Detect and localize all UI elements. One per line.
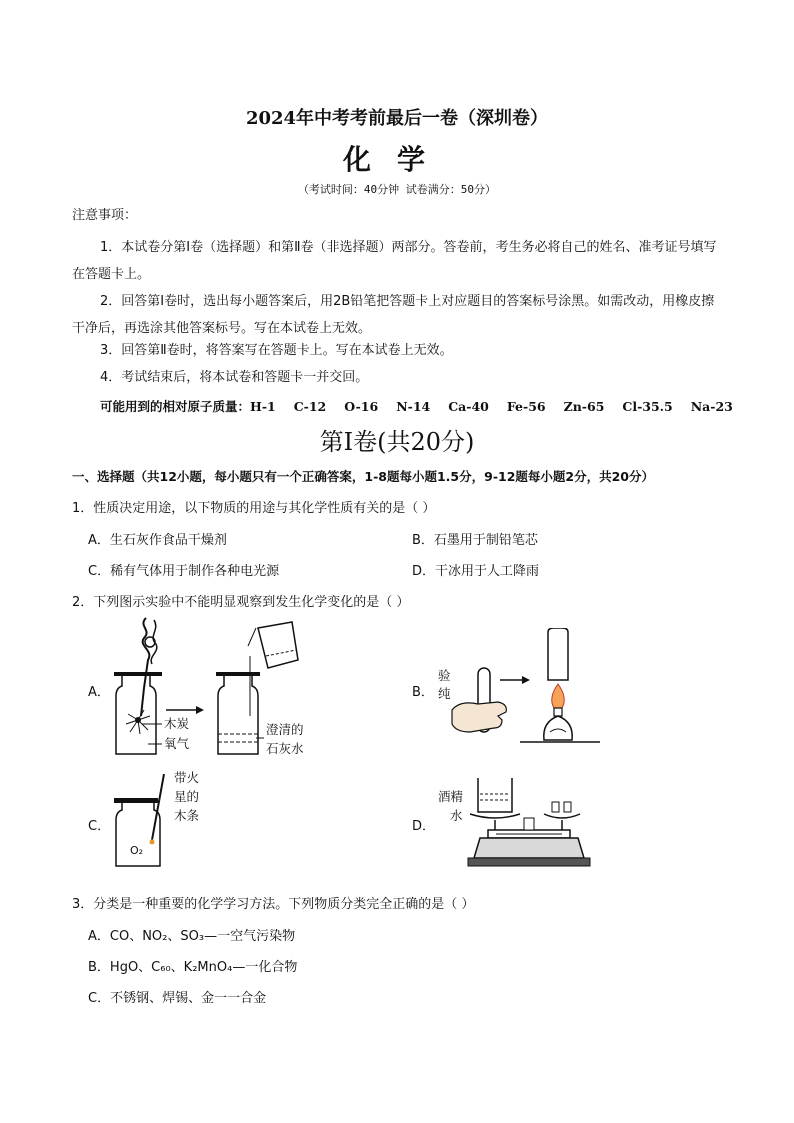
atomic-mass: C-12 — [293, 399, 327, 414]
atomic-mass: Cl-35.5 — [622, 399, 673, 414]
atomic-mass: O-16 — [344, 399, 379, 414]
note-item-3: 3．回答第Ⅱ卷时，将答案写在答题卡上。写在本试卷上无效。 — [100, 343, 453, 358]
q2-c-stick-label-3: 木条 — [174, 808, 200, 823]
atomic-mass: H-1 — [250, 399, 276, 414]
q2-c-stick-label-2: 星的 — [174, 789, 200, 804]
q2-option-c-label: C． — [88, 819, 111, 834]
q2-option-a-label: A． — [88, 685, 110, 700]
q2-d-diagram — [466, 772, 598, 870]
atomic-mass: Na-23 — [690, 399, 733, 414]
q1-option-b: B．石墨用于制铅笔芯 — [412, 533, 538, 548]
atomic-mass: Ca-40 — [448, 399, 489, 414]
time-info: （考试时间：40分钟 试卷满分：50分） — [297, 183, 497, 196]
q2-a-charcoal-label: 木炭 — [164, 716, 190, 731]
q2-option-d-label: D． — [412, 819, 436, 834]
exam-title: 2024年中考考前最后一卷（深圳卷） — [245, 108, 549, 129]
q2-b-diagram — [450, 628, 622, 746]
q2-b-label-2: 纯 — [438, 686, 451, 701]
q1-option-c: C．稀有气体用于制作各种电光源 — [88, 564, 280, 579]
volume-title: 第Ⅰ卷(共20分) — [319, 428, 475, 456]
notes-heading: 注意事项： — [72, 208, 138, 223]
q3-option-b: B．HgO、C₆₀、K₂MnO₄—一化合物 — [88, 960, 298, 975]
note-item-4: 4．考试结束后，将本试卷和答题卡一并交回。 — [100, 370, 369, 385]
note-item-1: 1．本试卷分第Ⅰ卷（选择题）和第Ⅱ卷（非选择题）两部分。答卷前，考生务必将自己的姓名、准考证号填写在答题卡上。 — [72, 240, 717, 282]
q1-option-d: D．干冰用于人工降雨 — [412, 564, 540, 579]
atomic-mass: Zn-65 — [563, 399, 605, 414]
q2-option-b-label: B． — [412, 685, 434, 700]
q2-d-water-label: 水 — [450, 808, 463, 823]
section-title: 一、选择题（共12小题，每小题只有一个正确答案，1-8题每小题1.5分，9-12题每小题2分，共20分） — [72, 469, 654, 484]
q1-stem: 1．性质决定用途，以下物质的用途与其化学性质有关的是（ ） — [72, 501, 436, 516]
q2-a-limewater-label-1: 澄清的 — [266, 722, 304, 737]
q1-option-a: A．生石灰作食品干燥剂 — [88, 533, 227, 548]
q2-c-stick-label-1: 带火 — [174, 770, 200, 785]
q2-c-o2-label: O₂ — [130, 844, 144, 857]
q2-b-label-1: 验 — [438, 668, 451, 683]
q2-d-alcohol-label-1: 酒精 — [438, 789, 464, 804]
q2-a-oxygen-label: 氧气 — [164, 736, 190, 751]
q2-a-limewater-label-2: 石灰水 — [266, 741, 304, 756]
atomic-mass: Fe-56 — [506, 399, 546, 414]
atomic-mass: N-14 — [396, 399, 431, 414]
q3-option-a: A．CO、NO₂、SO₃—一空气污染物 — [88, 929, 296, 944]
note-item-2: 2．回答第Ⅰ卷时，选出每小题答案后，用2B铅笔把答题卡上对应题目的答案标号涂黑。如需改动，用橡皮擦干净后，再选涂其他答案标号。写在本试卷上无效。 — [72, 294, 715, 336]
atomic-label: 可能用到的相对原子质量： — [100, 399, 251, 414]
atomic-masses — [100, 397, 733, 415]
subject-title: 化学 — [342, 143, 451, 176]
q3-option-c: C．不锈钢、焊锡、金一一合金 — [88, 991, 267, 1006]
q3-stem: 3．分类是一种重要的化学学习方法。下列物质分类完全正确的是（ ） — [72, 897, 475, 912]
q2-stem: 2．下列图示实验中不能明显观察到发生化学变化的是（ ） — [72, 595, 410, 610]
